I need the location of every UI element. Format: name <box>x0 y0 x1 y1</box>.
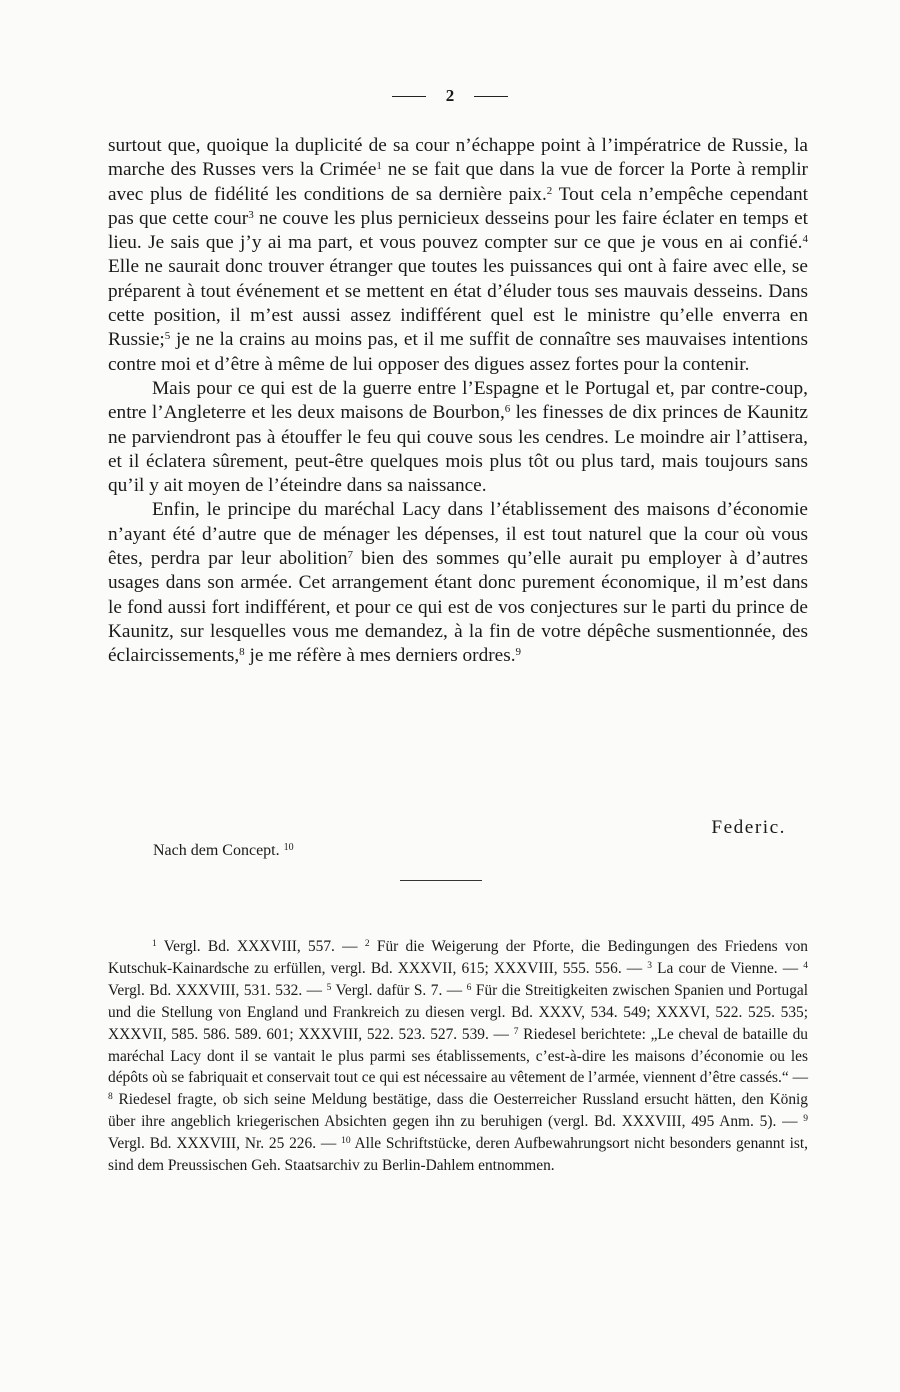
page-number: 2 <box>445 86 455 105</box>
source-note-marker: 10 <box>283 842 294 853</box>
footnote-ref: 5 <box>326 982 332 993</box>
footnote-ref: 3 <box>647 960 653 971</box>
body-paragraph <box>108 498 808 668</box>
text-run: Vergl. Bd. XXXVIII, Nr. 25 226. — <box>108 1135 342 1153</box>
text-run: Für die Streitigkeiten zwischen Spanien und Portugal und die Stellung von England und Frankreich zu diesen vergl. Bd. XXXV, 534. 549; XXXVI, 522. 525. 535; XXXVII, 585. 586. 589. 601; XXXVIII, 522. 523. 527. 539. — <box>108 981 809 1043</box>
source-note-text: Nach dem Concept. <box>153 842 280 859</box>
source-note <box>153 842 294 860</box>
footnote-ref: 8 <box>239 646 245 659</box>
footnote-ref: 4 <box>802 233 808 246</box>
body-paragraph <box>108 377 808 498</box>
footnote-ref: 6 <box>504 403 511 416</box>
footnote-ref: 9 <box>515 646 522 659</box>
footnote-ref: 3 <box>248 208 254 221</box>
text-run: je ne la crains au moins pas, et il me suffit de connaître ses mauvaises intentions contre moi et d’être à même de lui opposer des digues assez fortes pour la contenir. <box>108 329 808 375</box>
text-run: Vergl. dafür S. 7. — <box>331 981 467 999</box>
text-run: Für die Weigerung der Pforte, die Bedingungen des Friedens von Kutschuk-Kainardsche zu erfüllen, vergl. Bd. XXXVII, 615; XXXVIII, 555. 556. — <box>108 938 809 977</box>
footnote-ref: 4 <box>803 960 808 971</box>
text-run: Vergl. Bd. XXXVIII, 557. — <box>156 938 365 955</box>
text-run: Mais pour ce qui est de la guerre entre l’Espagne et le Portugal et, par contre-coup, entre l’Angleterre et les deux maisons de Bourbon, <box>108 377 808 424</box>
text-run: ne couve les plus pernicieux desseins pour les faire éclater en temps et lieu. Je sais que j’y ai ma part, et vous pouvez compter sur ce que je vous en ai confié. <box>108 207 808 254</box>
footnote-paragraph <box>108 936 808 1177</box>
text-run: Elle ne saurait donc trouver étranger que toutes les puissances qui ont à faire avec elle, se préparent à tout événement et se mettent en état d’éluder tous ses mauvais desseins. Dans cette position, il m’est aussi assez indifférent quel est le ministre qu’elle enverra en Russie; <box>108 256 808 351</box>
page-header <box>0 86 900 114</box>
footnote-ref: 7 <box>513 1026 519 1037</box>
footnote-ref: 9 <box>803 1114 808 1125</box>
text-run: surtout que, quoique la duplicité de sa cour n’échappe point à l’impératrice de Russie, la marche des Russes vers la Crimée <box>108 135 808 181</box>
text-run: Riedesel fragte, ob sich seine Meldung bestätige, dass die Oesterreicher Russland ersucht hätten, den König über ihre angeblich kriegerischen Absichten gegen ihn zu beruhigen (vergl. Bd. XXXVIII, 495 Anm. 5). — <box>108 1091 808 1131</box>
footnote-separator <box>400 880 482 881</box>
header-rule-left <box>392 96 426 97</box>
footnote-ref: 8 <box>108 1092 113 1103</box>
text-run: Alle Schriftstücke, deren Aufbewahrungsort nicht besonders genannt ist, sind dem Preussischen Geh. Staatsarchiv zu Berlin-Dahlem entnommen. <box>108 1135 808 1175</box>
body-paragraph <box>108 134 808 377</box>
text-run: Tout cela n’empêche cependant pas que cette cour <box>108 183 808 229</box>
footnote-ref: 1 <box>152 939 157 949</box>
footnote-ref: 2 <box>546 184 553 197</box>
footnote-ref: 7 <box>347 549 353 562</box>
header-rule-right <box>474 96 508 97</box>
text-run: les finesses de dix princes de Kaunitz ne parviendront pas à étouffer le feu qui couve sous les cendres. Le moindre air l’attisera, et il éclatera sûrement, peut-être quelques mois plus tôt ou plus tard, mais toujours sans qu’il y ait moyen de l’éteindre dans sa naissance. <box>108 402 808 497</box>
footnote-ref: 2 <box>364 939 370 949</box>
letter-body <box>108 134 808 669</box>
text-run: ne se fait que dans la vue de forcer la Porte à remplir avec plus de fidélité les conditions de sa dernière paix. <box>108 159 808 205</box>
footnote-ref: 1 <box>376 160 382 173</box>
footnotes <box>108 936 808 1177</box>
footnote-ref: 10 <box>341 1136 351 1147</box>
footnote-ref: 5 <box>164 330 171 343</box>
text-run: Vergl. Bd. XXXVIII, 531. 532. — <box>108 981 327 999</box>
text-run: La cour de Vienne. — <box>652 959 804 977</box>
text-run: je me réfère à mes derniers ordres. <box>244 645 516 667</box>
text-run: bien des sommes qu’elle aurait pu employer à d’autres usages dans son armée. Cet arrangement étant donc purement économique, il m’est dans le fond aussi fort indifférent, et pour ce qui est de vos conjectures sur le parti du prince de Kaunitz, sur lesquelles vous me demandez, à la fin de votre dépêche susmentionnée, des éclaircissements, <box>108 548 808 667</box>
footnote-ref: 6 <box>466 982 472 993</box>
text-run: Riedesel berichtete: „Le cheval de bataille du maréchal Lacy dont il se vantait le plus parmi ses établissements, c’est-à-dire les maisons d’économie ou les dépôts où se fabriquait et conservait tout ce qui est nécessaire au vêtement de l’armée, viennent d’être cassés.“ — <box>108 1025 808 1087</box>
text-run: Enfin, le principe du maréchal Lacy dans l’établissement des maisons d’économie n’ayant été d’autre que de ménager les dépenses, il est tout naturel que la cour où vous êtes, perdra par leur abolition <box>108 499 808 570</box>
signature: Federic. <box>711 817 786 838</box>
